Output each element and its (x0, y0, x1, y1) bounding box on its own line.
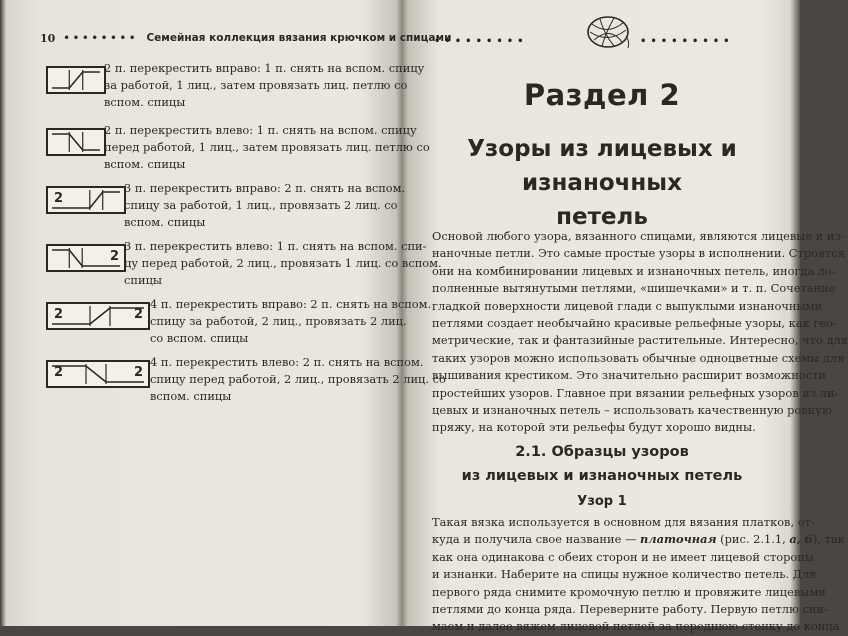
description-line: со вспом. спицы (150, 331, 249, 345)
subsection-title (404, 440, 800, 488)
text-line: полненные вытянутыми петлями, «шишечками» и т. п. Сочетание (432, 281, 836, 296)
stitch-count-label: 2 (110, 249, 120, 264)
pattern-description (432, 514, 845, 636)
description-line: вспом. спицы (124, 215, 206, 229)
emphasized-term: а, б (789, 532, 813, 547)
text-line: маем и далее вяжем лицевой петлей за переднюю стенку до конца (432, 619, 840, 634)
subsection-title-line: из лицевых и изнаночных петель (461, 468, 743, 484)
text-line: первого ряда снимите кромочную петлю и провяжите лицевыми (432, 584, 826, 599)
text-line: пряжу, на которой эти рельефы будут хорошо видны. (432, 420, 756, 435)
text-line: петлями до конца ряда. Переверните работу. Первую петлю сни- (432, 602, 828, 617)
text-line: простейших узоров. Главное при вязании рельефных узоров из ли- (432, 385, 839, 400)
symbol-description (124, 238, 442, 289)
description-line: спицу за работой, 1 лиц., провязать 2 лиц. со (124, 198, 398, 212)
cross-stitch-symbol (46, 66, 106, 94)
text-line: Основой любого узора, вязанного спицами, являются лицевые и из- (432, 229, 845, 243)
text-line: Такая вязка используется в основном для вязания платков, от- (432, 515, 815, 529)
running-head-dots: •••••••• (63, 32, 139, 44)
text-line: вышивания крестиком. Это значительно расширит возможности (432, 368, 826, 383)
description-line: вспом. спицы (150, 389, 232, 403)
text-line: петлями создает необычайно красивые рельефные узоры, как гео- (432, 316, 837, 331)
running-head (40, 30, 452, 46)
page-number: 10 (40, 31, 56, 45)
stitch-count-label: 2 (54, 191, 64, 206)
text-line: они на комбинировании лицевых и изнаночных петель, иногда до- (432, 263, 836, 278)
text-line: таких узоров можно использовать обычные одноцветные схемы для (432, 350, 845, 365)
section-title (404, 132, 800, 234)
description-line: 2 п. перекрестить влево: 1 п. снять на вспом. спицу (104, 123, 417, 137)
description-line: 2 п. перекрестить вправо: 1 п. снять на вспом. спицу (104, 61, 425, 75)
yarn-ball-icon (584, 14, 632, 50)
cross-stitch-symbol (46, 186, 126, 214)
section-title-line: Узоры из лицевых и изнаночных (467, 136, 737, 196)
subsection-title-line: 2.1. Образцы узоров (515, 444, 689, 460)
ornament-dots-left: ••••••••• (434, 36, 528, 47)
description-line: спицы (124, 273, 162, 287)
cross-stitch-symbol (46, 360, 150, 388)
symbol-description (124, 180, 405, 231)
stitch-count-label: 2 (54, 365, 64, 380)
section-label: Раздел 2 (523, 78, 681, 112)
description-line: спицу перед работой, 2 лиц., провязать 2 лиц. со (150, 372, 446, 386)
running-head-title: Семейная коллекция вязания крючком и спицами (146, 32, 452, 44)
text-line: как она одинакова с обеих сторон и не имеет лицевой стороны (432, 549, 814, 564)
cable-line-icon (48, 130, 104, 154)
symbol-description (104, 122, 430, 173)
text-line: наночные петли. Это самые простые узоры в исполнении. Строятся (432, 246, 845, 261)
description-line: 4 п. перекрестить влево: 2 п. снять на вспом. (150, 355, 424, 369)
symbol-description (150, 354, 446, 405)
cross-stitch-symbol (46, 302, 150, 330)
cable-line-icon (48, 68, 104, 92)
text-line: цевых и изнаночных петель – использовать качественную ровную (432, 403, 832, 418)
pattern-title: Узор 1 (577, 494, 627, 509)
symbol-description (104, 60, 424, 111)
emphasized-term: платочная (640, 532, 717, 547)
ornament-dots-right: ••••••••• (640, 36, 734, 47)
description-line: 3 п. перекрестить вправо: 2 п. снять на вспом. (124, 181, 406, 195)
description-line: 4 п. перекрестить вправо: 2 п. снять на вспом. (150, 297, 432, 311)
cross-stitch-symbol (46, 128, 106, 156)
stitch-count-label: 2 (134, 365, 144, 380)
description-line: за работой, 1 лиц., затем провязать лиц. петлю со (104, 78, 408, 92)
description-line: 3 п. перекрестить влево: 1 п. снять на вспом. спи- (124, 239, 427, 253)
section-title-line: петель (556, 204, 648, 230)
stitch-count-label: 2 (134, 307, 144, 322)
text-line: гладкой поверхности лицевой глади с выпуклыми изнаночными (432, 298, 823, 313)
text-line: куда и получила свое название — платочная (рис. 2.1.1, а, б), так (432, 532, 845, 547)
description-line: вспом. спицы (104, 157, 186, 171)
description-line: перед работой, 1 лиц., затем провязать лиц. петлю со (104, 140, 430, 154)
intro-paragraph (432, 228, 848, 437)
description-line: спицу за работой, 2 лиц., провязать 2 лиц. (150, 314, 407, 328)
cross-stitch-symbol (46, 244, 126, 272)
right-page (404, 0, 848, 634)
text-line: метрические, так и фантазийные растительные. Интересно, что для (432, 333, 848, 348)
symbol-description (150, 296, 431, 347)
text-line: и изнанки. Наберите на спицы нужное количество петель. Для (432, 567, 817, 582)
stitch-count-label: 2 (54, 307, 64, 322)
description-line: цу перед работой, 2 лиц., провязать 1 лиц. со вспом. (124, 256, 442, 270)
description-line: вспом. спицы (104, 95, 186, 109)
